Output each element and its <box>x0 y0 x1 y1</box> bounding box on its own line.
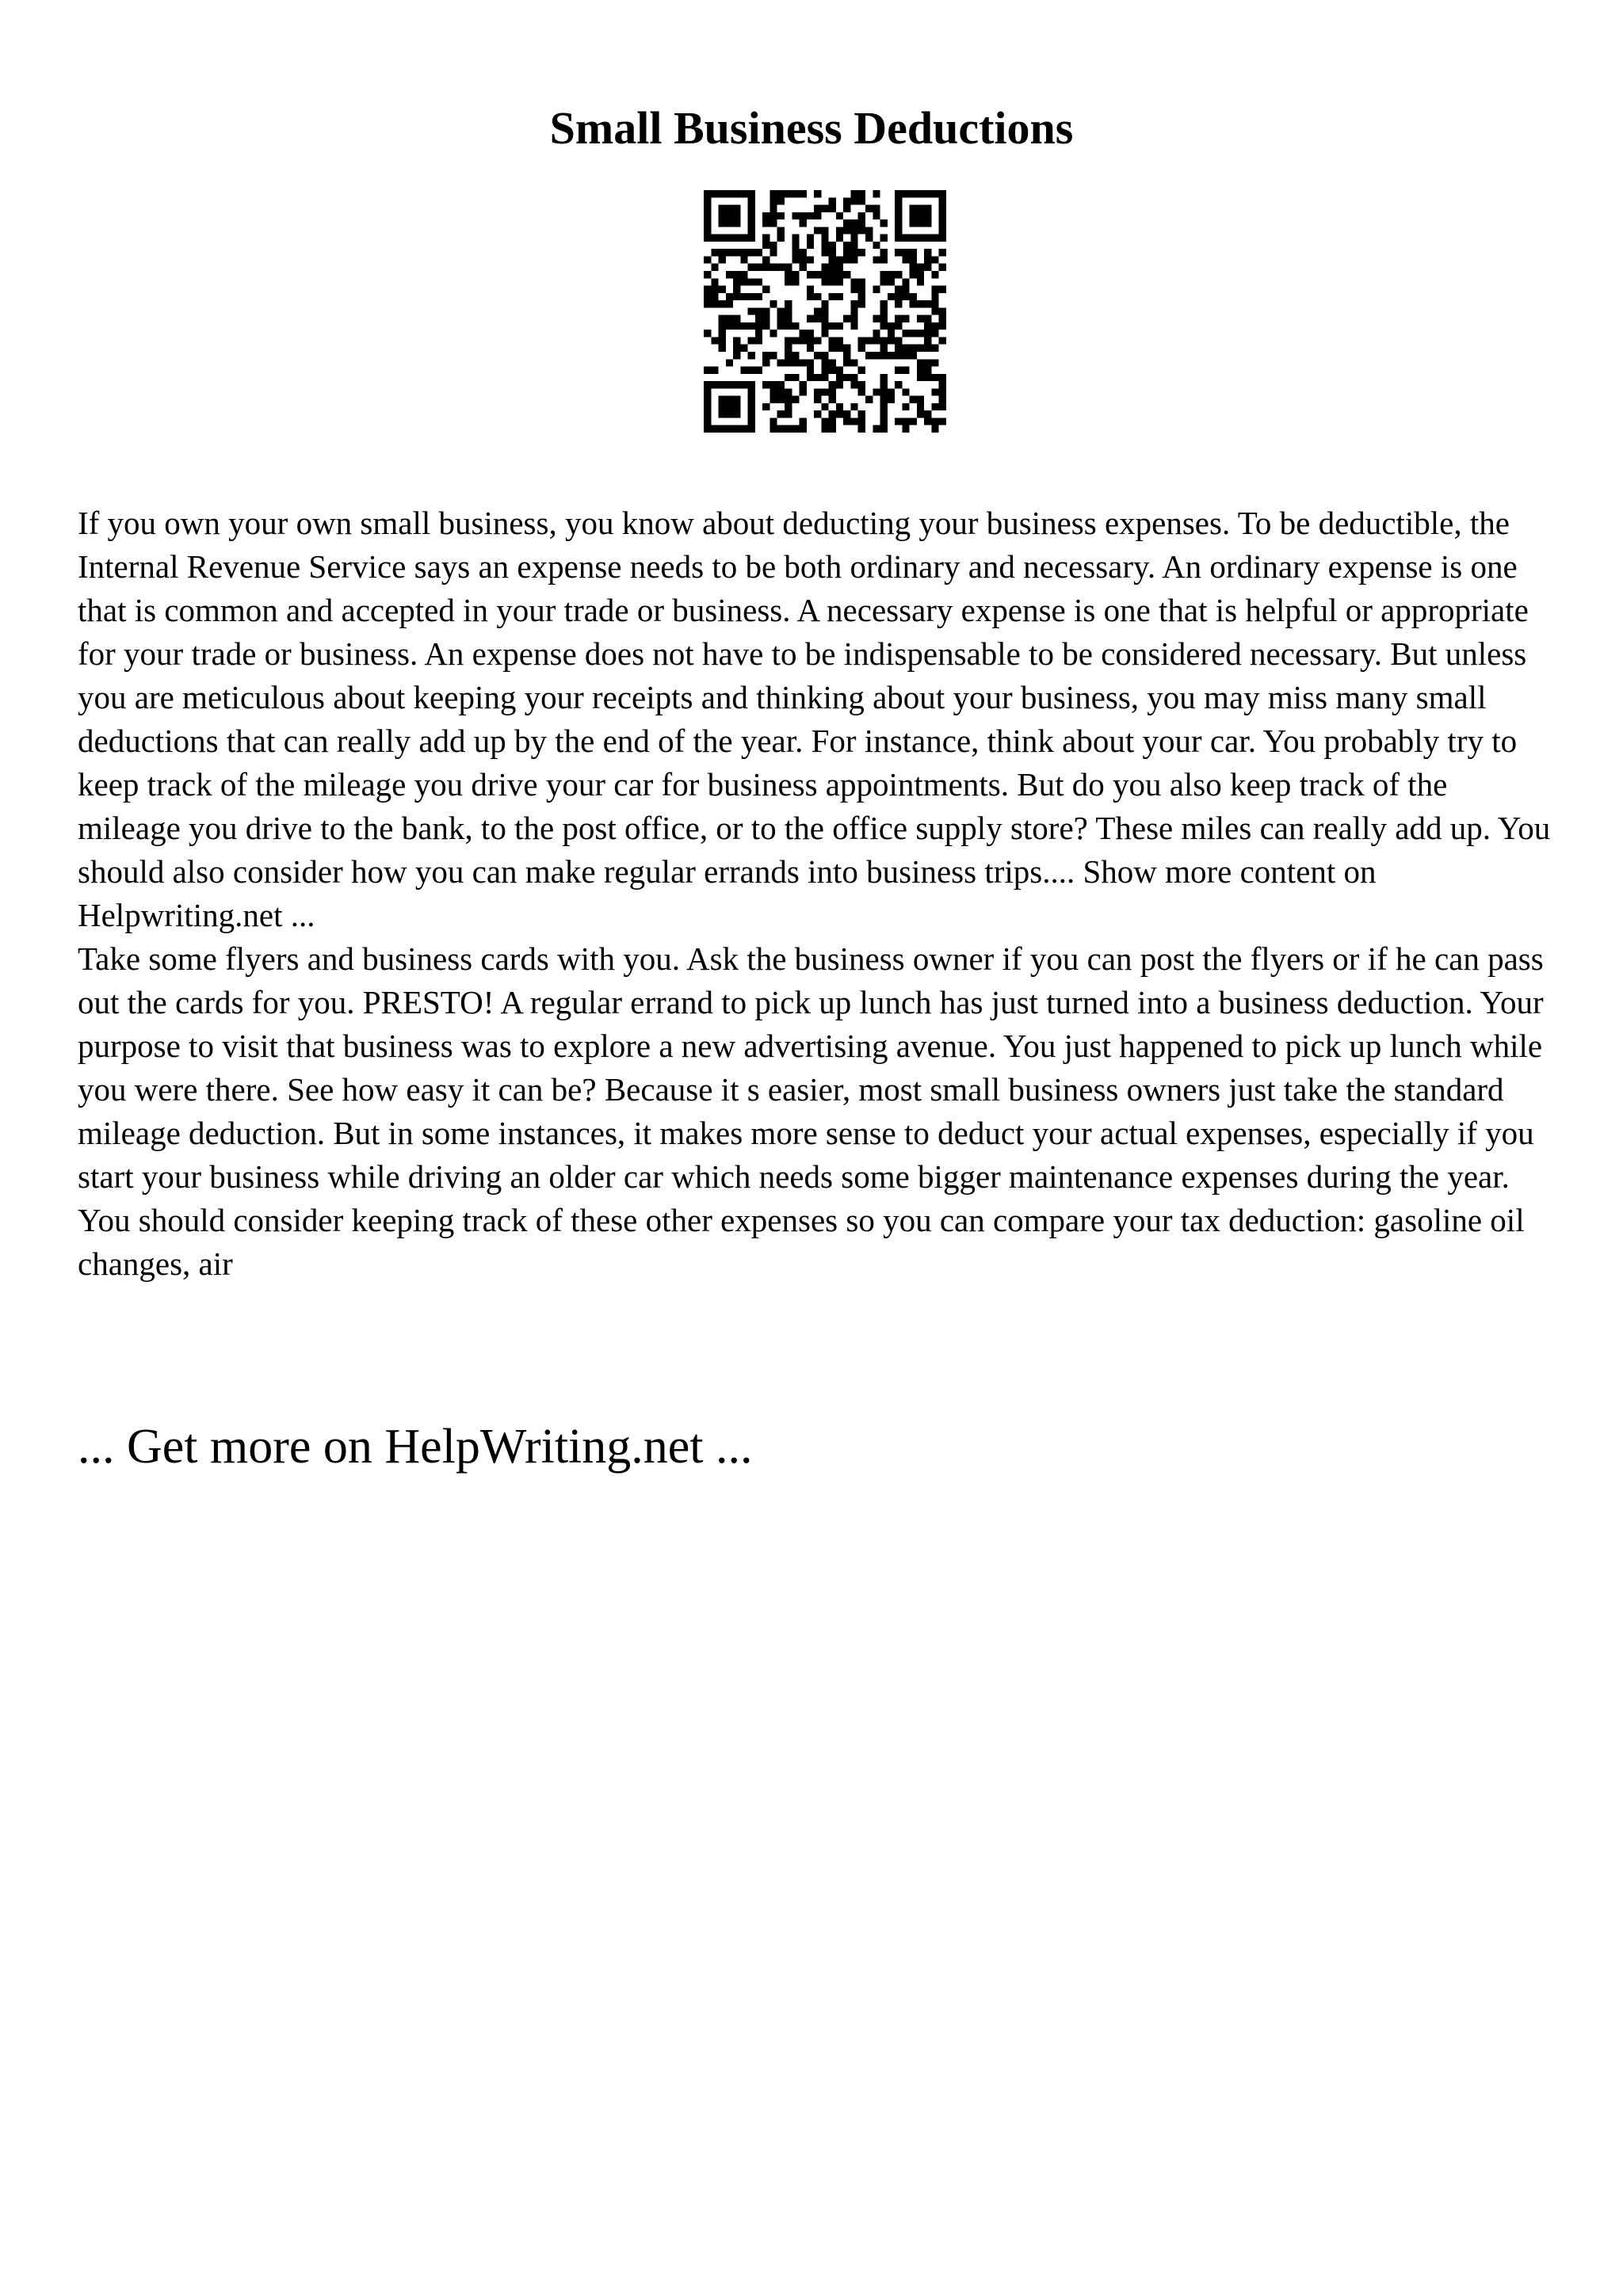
paragraph-2: Take some flyers and business cards with you. Ask the business owner if you can post the flyers or if he can pass out the cards for you. PRESTO! A regular errand to pick up lunch has just turned into a business deduction. Your purpose to visit that business was to explore a new advertising avenue. You just happened to pick up lunch while you were there. See how easy it can be? Because it s easier, most small business owners just take the standard mileage deduction. But in some instances, it makes more sense to deduct your actual expenses, especially if you start your business while driving an older car which needs some bigger maintenance expenses during the year. You should consider keeping track of these other expenses so you can compare your tax deduction: gasoline oil changes, air <box>78 940 1544 1282</box>
get-more-link[interactable]: ... Get more on HelpWriting.net ... <box>78 1420 753 1474</box>
page-title: Small Business Deductions <box>549 102 1074 154</box>
qr-code-icon <box>704 190 946 433</box>
article-body <box>78 502 1552 1286</box>
qr-code-graphic <box>704 190 946 433</box>
paragraph-1: If you own your own small business, you know about deducting your business expenses. To be deductible, the Internal Revenue Service says an expense needs to be both ordinary and necessary. An ordinary expense is one that is common and accepted in your trade or business. A necessary expense is one that is helpful or appropriate for your trade or business. An expense does not have to be indispensable to be considered necessary. But unless you are meticulous about keeping your receipts and thinking about your business, you may miss many small deductions that can really add up by the end of the year. For instance, think about your car. You probably try to keep track of the mileage you drive your car for business appointments. But do you also keep track of the mileage you drive to the bank, to the post office, or to the office supply store? These miles can really add up. You should also consider how you can make regular errands into business trips.... Show more content on Helpwriting.net ... <box>78 505 1551 933</box>
